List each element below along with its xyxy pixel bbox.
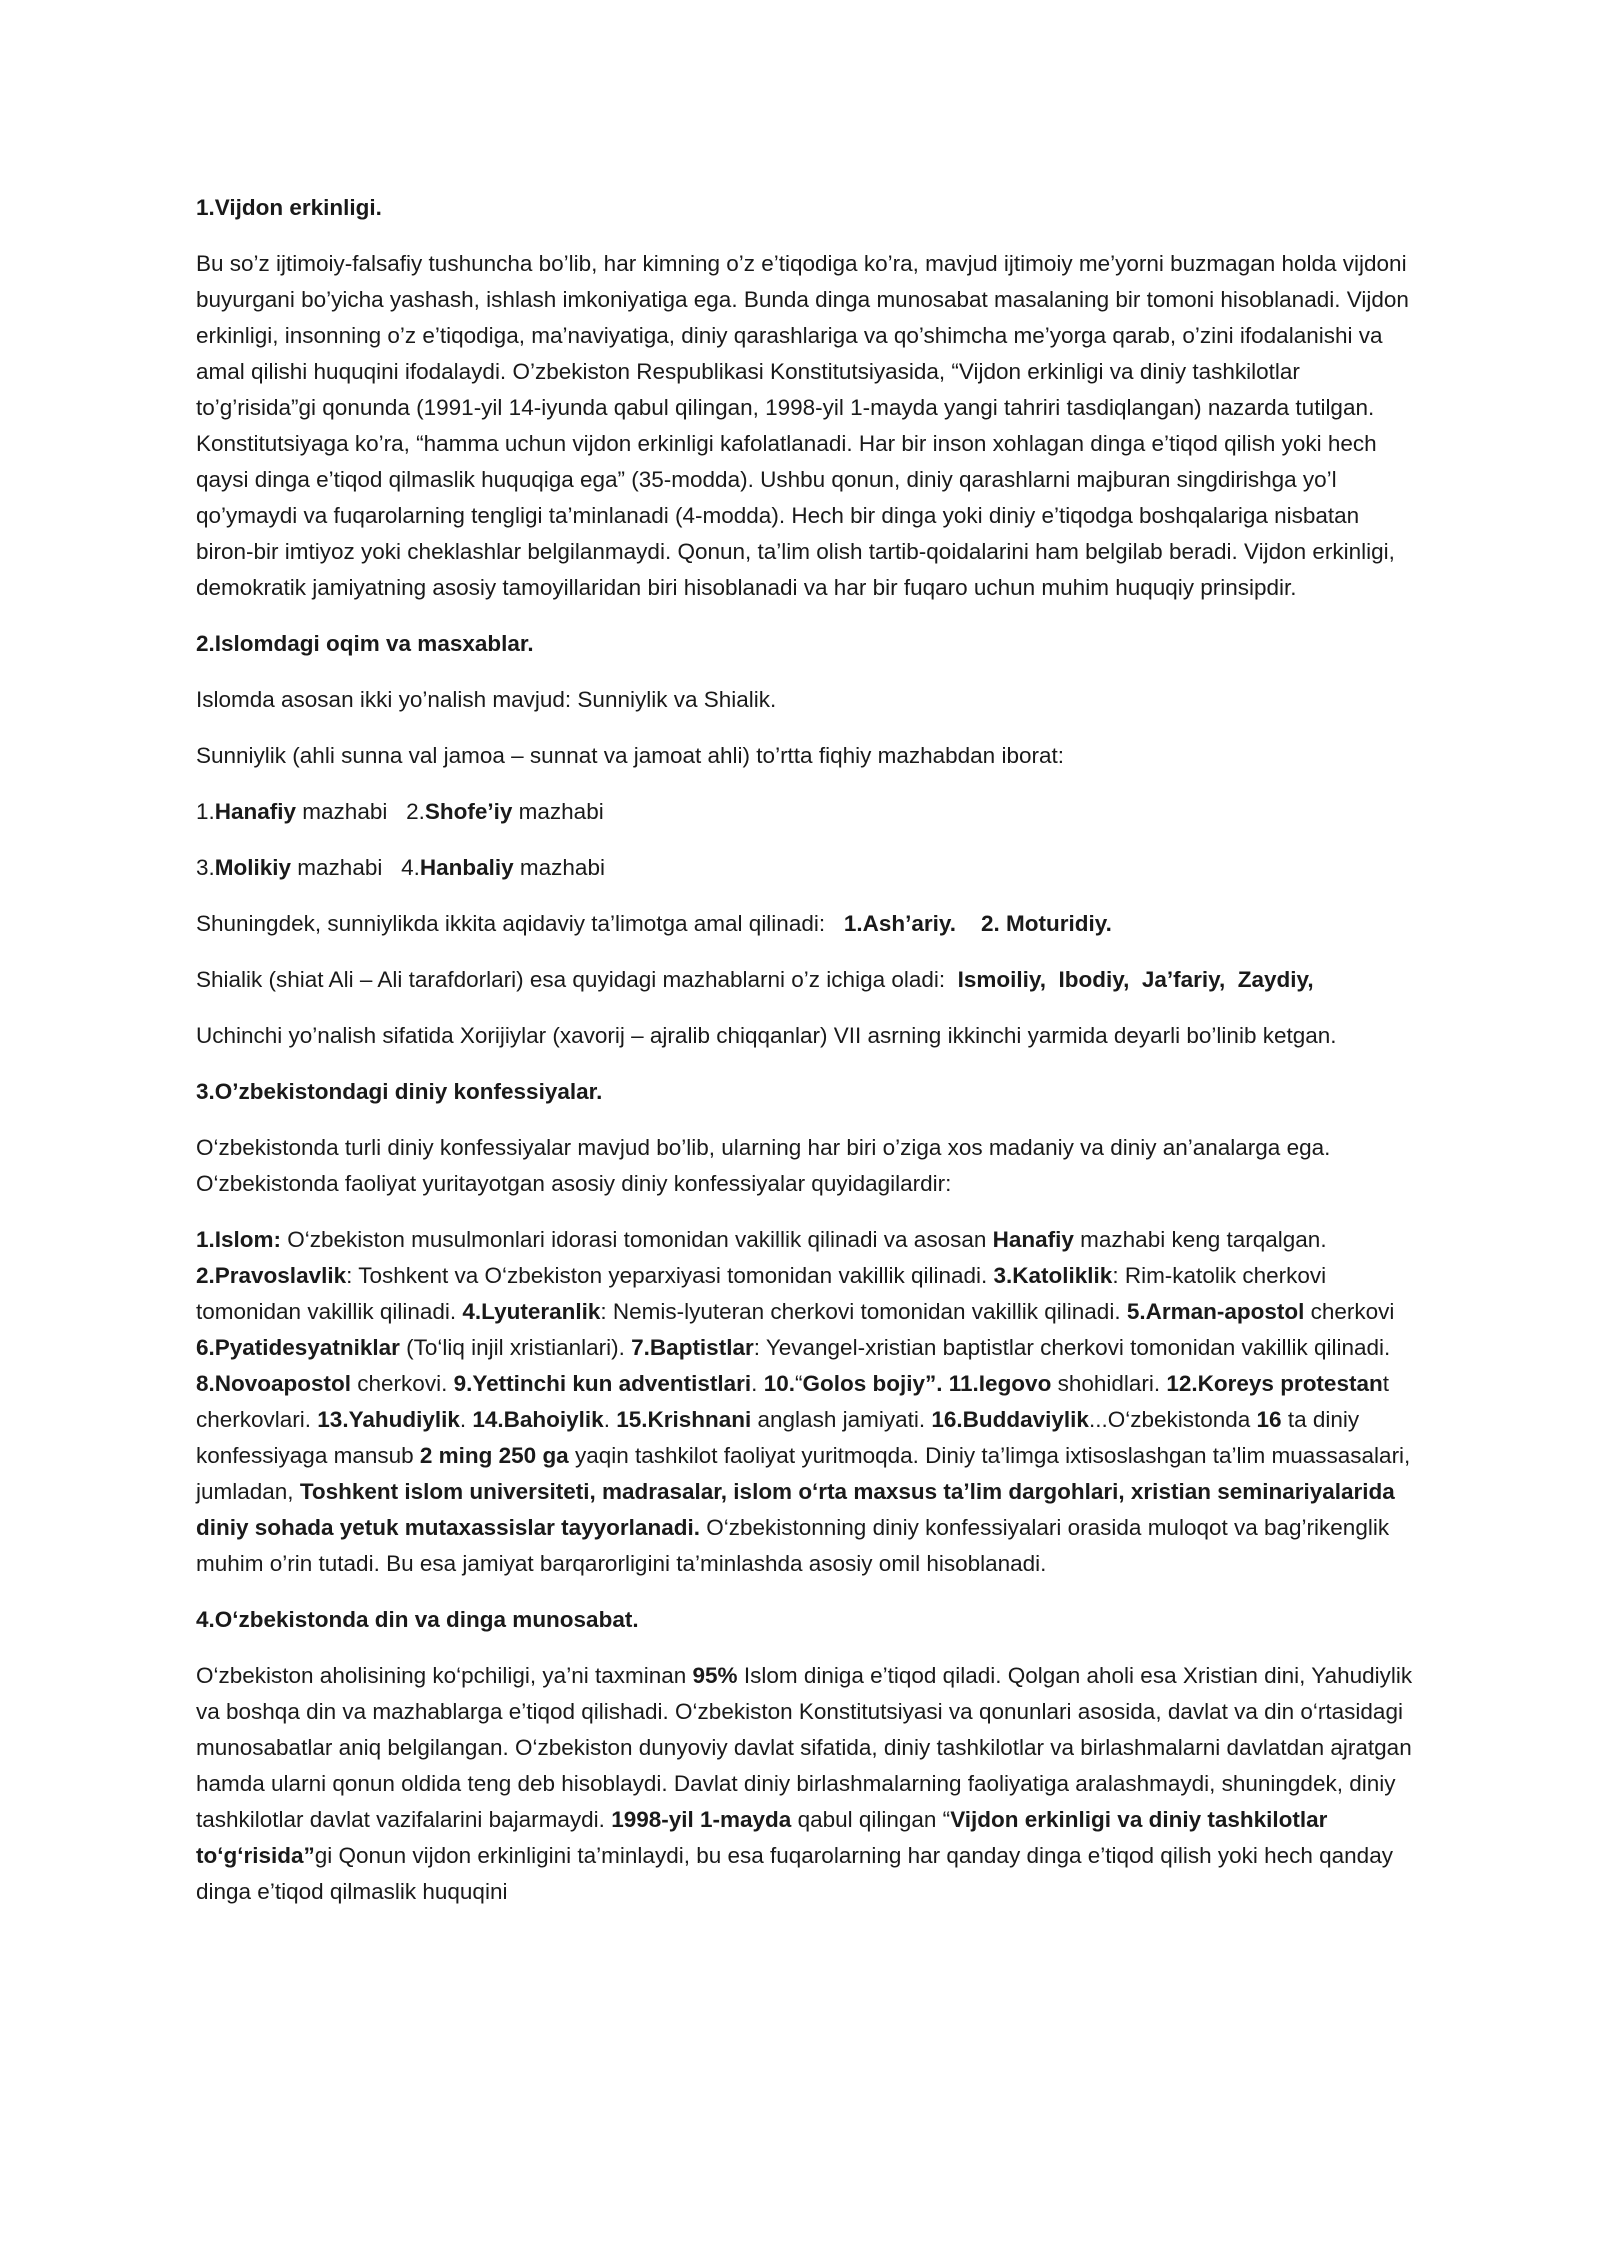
text-run: O‘zbekistonning diniy konfessiyalari orasida muloqot va bag’rikenglik muhim o’rin tutadi. Bu esa jamiyat barqarorligini ta’minlashda asosiy omil hisoblanadi. — [196, 1515, 1390, 1576]
text-run: : Yevangel-xristian baptistlar cherkovi tomonidan vakillik qilinadi. — [753, 1335, 1391, 1360]
madhab-word-1: mazhabi 2. — [296, 799, 425, 824]
text-run: O‘zbekiston aholisining ko‘pchiligi, ya’ni taxminan — [196, 1663, 693, 1688]
text-run: : Nemis-lyuteran cherkovi tomonidan vakillik qilinadi. — [600, 1299, 1127, 1324]
confession-krishna: 15.Krishnani — [616, 1407, 752, 1432]
confession-count: 16 — [1256, 1407, 1282, 1432]
section-2-heading: 2.Islomdagi oqim va masxablar. — [196, 631, 534, 656]
confession-buddhism: 16.Buddaviylik — [931, 1407, 1089, 1432]
bold-run: ”. — [924, 1371, 943, 1396]
section-4-heading: 4.O‘zbekistonda din va dinga munosabat. — [196, 1607, 639, 1632]
text-run: gi Qonun vijdon erkinligini ta’minlaydi, bu esa fuqarolarning har qanday dinga e’tiqod qilish yoki hech qanday dinga e’tiqod qilmaslik huquqini — [196, 1843, 1393, 1904]
madhab-word-3: mazhabi 4. — [291, 855, 420, 880]
madhab-line-1 — [196, 794, 1422, 830]
confessions-paragraph — [196, 1222, 1422, 1582]
text-run: . — [459, 1407, 473, 1432]
section-3-intro: O‘zbekistonda turli diniy konfessiyalar mavjud bo’lib, ularning har biri o’ziga xos madaniy va diniy an’analarga ega. O‘zbekistonda faoliyat yuritayotgan asosiy diniy konfessiyalar quyidagilardir: — [196, 1135, 1331, 1196]
text-run: cherkovi. — [351, 1371, 454, 1396]
aqida-schools: 1.Ash’ariy. 2. Moturidiy. — [843, 911, 1112, 936]
confession-islam: 1.Islom: — [196, 1227, 282, 1252]
text-run: ta diniy konfessiyaga mansub — [196, 1407, 1360, 1468]
organization-count: 2 ming 250 ga — [419, 1443, 569, 1468]
confession-orthodox: 2.Pravoslavlik — [196, 1263, 347, 1288]
confession-golos-bojiy: Golos bojiy — [802, 1371, 925, 1396]
text-run: “ — [794, 1371, 803, 1396]
confession-judaism: 13.Yahudiylik — [317, 1407, 460, 1432]
aqida-paragraph — [196, 906, 1422, 942]
madhab-2-name: Shofe’iy — [424, 799, 513, 824]
madhab-1-name: Hanafiy — [214, 799, 297, 824]
islam-percentage: 95% — [692, 1663, 738, 1688]
section-2-paragraph-1: Islomda asosan ikki yo’nalish mavjud: Sunniylik va Shialik. — [196, 687, 777, 712]
law-date: 1998-yil 1-mayda — [611, 1807, 792, 1832]
madhab-word-4: mazhabi — [513, 855, 605, 880]
confession-jehovah: 11.Iegovo — [948, 1371, 1052, 1396]
section-4-body — [196, 1658, 1422, 1910]
madhab-3-name: Molikiy — [214, 855, 292, 880]
education-institutions: Toshkent islom universiteti, madrasalar, islom o‘rta maxsus ta’lim dargohlari, xristian seminariyalarida diniy sohada yetuk mutaxassislar tayyorlanadi. — [196, 1479, 1395, 1540]
confession-catholic: 3.Katoliklik — [993, 1263, 1113, 1288]
text-run: t cherkovlari. — [196, 1371, 1389, 1432]
text-run: qabul qilingan “ — [791, 1807, 951, 1832]
text-run: ...O‘zbekistonda — [1088, 1407, 1257, 1432]
bold-run: Hanafiy — [992, 1227, 1074, 1252]
confession-baptist: 7.Baptistlar — [631, 1335, 754, 1360]
text-run: shohidlari. — [1051, 1371, 1167, 1396]
madhab-1-number: 1. — [196, 799, 215, 824]
text-run: . — [603, 1407, 617, 1432]
text-run: (To‘liq injil xristianlari). — [399, 1335, 632, 1360]
madhab-3-number: 3. — [196, 855, 215, 880]
law-title: Vijdon erkinligi va diniy tashkilotlar to‘g‘risida” — [196, 1807, 1328, 1868]
confession-armenian: 5.Arman-apostol — [1126, 1299, 1305, 1324]
section-1-body: Bu so’z ijtimoiy-falsafiy tushuncha bo’lib, har kimning o’z e’tiqodiga ko’ra, mavjud ijtimoiy me’yorni buzmagan holda vijdoni buyurgani bo’yicha yashash, ishlash imkoniyatiga ega. Bunda dinga munosabat masalaning bir tomoni hisoblanadi. Vijdon erkinligi, insonning o’z e’tiqodiga, ma’naviyatiga, diniy qarashlariga va qo’shimcha me’yorga qarab, o’zini ifodalanishi va amal qilishi huquqini ifodalaydi. O’zbekiston Respublikasi Konstitutsiyasida, “Vijdon erkinligi va diniy tashkilotlar to’g’risida”gi qonunda (1991-yil 14-iyunda qabul qilingan, 1998-yil 1-mayda yangi tahriri tasdiqlangan) nazarda tutilgan. Konstitutsiyaga ko’ra, “hamma uchun vijdon erkinligi kafolatlanadi. Har bir inson xohlagan dinga e’tiqod qilish yoki hech qaysi dinga e’tiqod qilmaslik huquqiga ega” (35-modda). Ushbu qonun, diniy qarashlarni majburan singdirishga yo’l qo’ymaydi va fuqarolarning tengligi ta’minlanadi (4-modda). Hech bir dinga yoki diniy e’tiqodga boshqalariga nisbatan biron-bir imtiyoz yoki cheklashlar belgilanmaydi. Qonun, ta’lim olish tartib-qoidalarini ham belgilab beradi. Vijdon erkinligi, demokratik jamiyatning asosiy tamoyillaridan biri hisoblanadi va har bir fuqaro uchun muhim huquqiy prinsipdir. — [196, 251, 1409, 600]
confession-lutheran: 4.Lyuteranlik — [462, 1299, 601, 1324]
kharijites-paragraph: Uchinchi yo’nalish sifatida Xorijiylar (xavorij – ajralib chiqqanlar) VII asrning ikkinchi yarmida deyarli bo’linib ketgan. — [196, 1023, 1337, 1048]
text-run: . — [751, 1371, 764, 1396]
confession-10-number: 10. — [763, 1371, 795, 1396]
section-3-heading: 3.O’zbekistondagi diniy konfessiyalar. — [196, 1079, 603, 1104]
confession-new-apostolic: 8.Novoapostol — [196, 1371, 352, 1396]
text-run: cherkovi — [1304, 1299, 1395, 1324]
shia-paragraph — [196, 962, 1422, 998]
text-run: O‘zbekiston musulmonlari idorasi tomonidan vakillik qilinadi va asosan — [281, 1227, 993, 1252]
madhab-4-name: Hanbaliy — [419, 855, 514, 880]
text-run: mazhabi keng tarqalgan. — [1073, 1227, 1327, 1252]
madhab-word-2: mazhabi — [512, 799, 604, 824]
aqida-text: Shuningdek, sunniylikda ikkita aqidaviy ta’limotga amal qilinadi: — [196, 911, 844, 936]
text-run: anglash jamiyati. — [751, 1407, 932, 1432]
text-run: Islom diniga e’tiqod qiladi. Qolgan aholi esa Xristian dini, Yahudiylik va boshqa din va mazhablarga e’tiqod qilishadi. O‘zbekiston Konstitutsiyasi va qonunlari asosida, davlat va din o‘rtasidagi munosabatlar aniq belgilangan. O‘zbekiston dunyoviy davlat sifatida, diniy tashkilotlar va birlashmalarni davlatdan ajratgan hamda ularni qonun oldida teng deb hisoblaydi. Davlat diniy birlashmalarning faoliyatiga aralashmaydi, shuningdek, diniy tashkilotlar davlat vazifalarini bajarmaydi. — [196, 1663, 1413, 1832]
madhab-line-2 — [196, 850, 1422, 886]
text-run: yaqin tashkilot faoliyat yuritmoqda. Diniy ta’limga ixtisoslashgan ta’lim muassasalari, jumladan, — [196, 1443, 1411, 1504]
confession-pentecostal: 6.Pyatidesyatniklar — [196, 1335, 400, 1360]
confession-adventist: 9.Yettinchi kun adventistlari — [453, 1371, 752, 1396]
text-run: : Toshkent va O‘zbekiston yeparxiyasi tomonidan vakillik qilinadi. — [346, 1263, 994, 1288]
section-1-heading: 1.Vijdon erkinligi. — [196, 195, 382, 220]
document-page — [196, 190, 1422, 1930]
shia-schools: Ismoiliy, Ibodiy, Ja’fariy, Zaydiy, — [957, 967, 1314, 992]
confession-bahai: 14.Bahoiylik — [472, 1407, 604, 1432]
shia-text: Shialik (shiat Ali – Ali tarafdorlari) esa quyidagi mazhablarni o’z ichiga oladi: — [196, 967, 958, 992]
confession-korean-protestant: 12.Koreys protestan — [1166, 1371, 1383, 1396]
section-2-paragraph-2: Sunniylik (ahli sunna val jamoa – sunnat va jamoat ahli) to’rtta fiqhiy mazhabdan iborat: — [196, 743, 1064, 768]
text-run: : Rim-katolik cherkovi tomonidan vakillik qilinadi. — [196, 1263, 1327, 1324]
